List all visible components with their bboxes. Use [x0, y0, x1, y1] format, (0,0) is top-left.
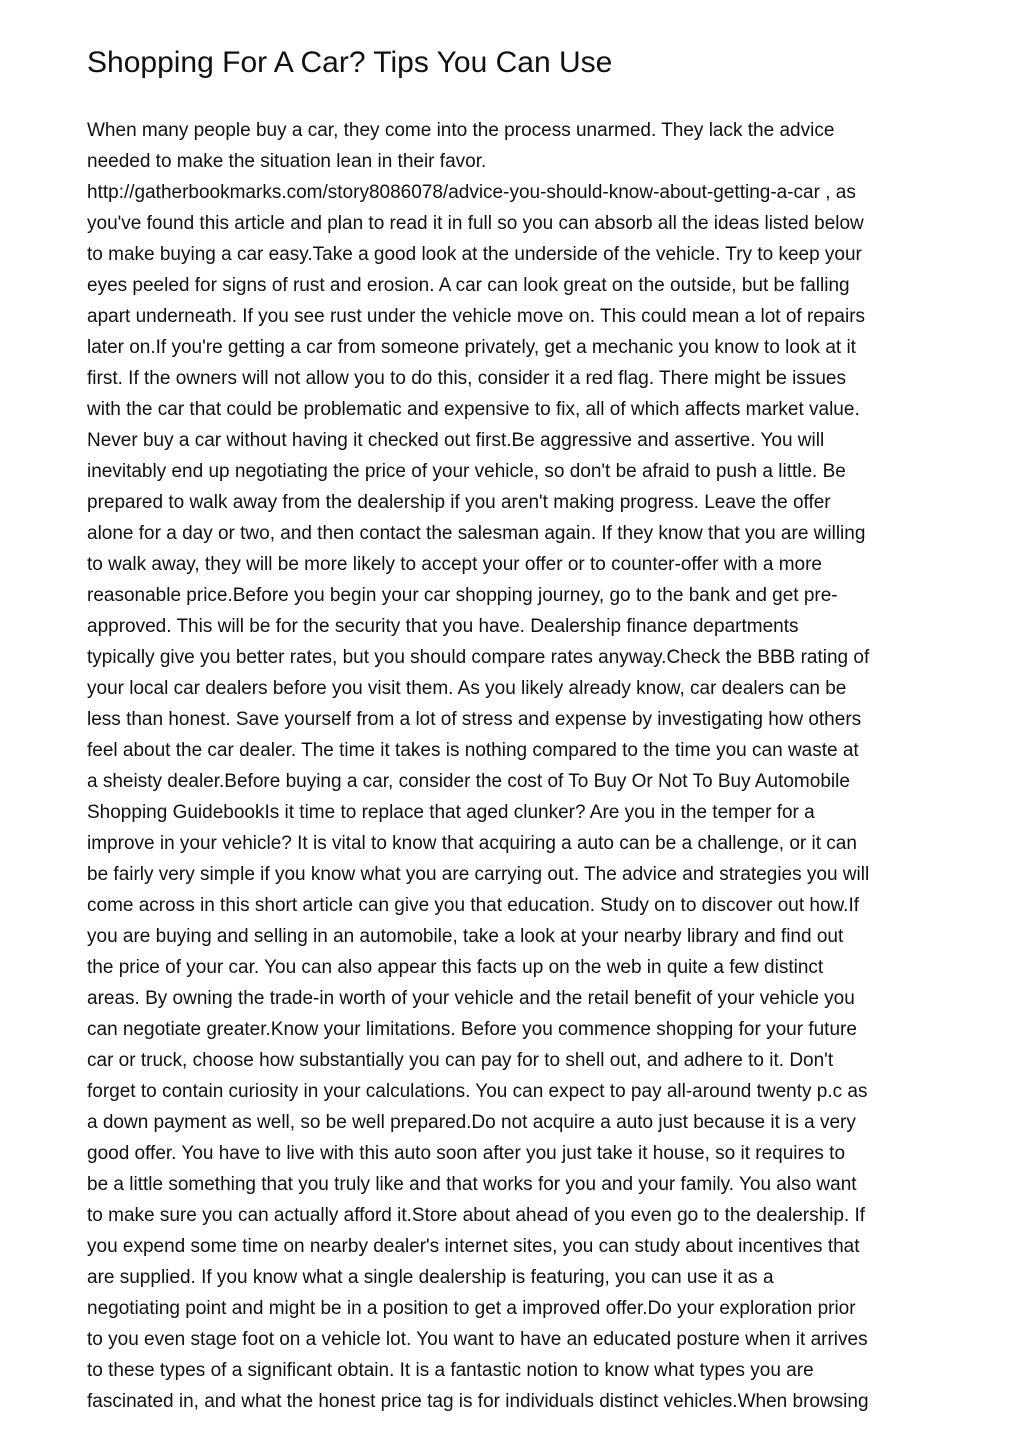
body-line: alone for a day or two, and then contact the salesman again. If they know that you are willing: [87, 523, 866, 544]
body-line: inevitably end up negotiating the price of your vehicle, so don't be afraid to push a little. Be: [87, 461, 846, 482]
body-line: you are buying and selling in an automobile, take a look at your nearby library and find out: [87, 926, 844, 947]
body-line: to make buying a car easy.Take a good look at the underside of the vehicle. Try to keep your: [87, 244, 862, 265]
body-line: forget to contain curiosity in your calculations. You can expect to pay all-around twenty p.c as: [87, 1081, 868, 1102]
body-line: come across in this short article can give you that education. Study on to discover out how.If: [87, 895, 860, 916]
body-line: improve in your vehicle? It is vital to know that acquiring a auto can be a challenge, or it can: [87, 833, 857, 854]
body-line: to walk away, they will be more likely to accept your offer or to counter-offer with a more: [87, 554, 822, 575]
body-line: a sheisty dealer.Before buying a car, consider the cost of To Buy Or Not To Buy Automobile: [87, 771, 850, 792]
body-line: reasonable price.Before you begin your car shopping journey, go to the bank and get pre-: [87, 585, 838, 606]
body-line: be a little something that you truly like and that works for you and your family. You also want: [87, 1174, 857, 1195]
body-line: areas. By owning the trade-in worth of your vehicle and the retail benefit of your vehicle you: [87, 988, 855, 1009]
body-line: car or truck, choose how substantially you can pay for to shell out, and adhere to it. Don't: [87, 1050, 834, 1071]
body-line: fascinated in, and what the honest price tag is for individuals distinct vehicles.When browsing: [87, 1391, 869, 1412]
body-line: you've found this article and plan to read it in full so you can absorb all the ideas listed below: [87, 213, 864, 234]
body-line: with the car that could be problematic and expensive to fix, all of which affects market value.: [87, 399, 860, 420]
body-line: When many people buy a car, they come into the process unarmed. They lack the advice: [87, 120, 835, 141]
body-line: negotiating point and might be in a position to get a improved offer.Do your exploration prior: [87, 1298, 856, 1319]
body-line: first. If the owners will not allow you to do this, consider it a red flag. There might be issues: [87, 368, 846, 389]
body-line: needed to make the situation lean in their favor.: [87, 151, 487, 172]
body-line: apart underneath. If you see rust under the vehicle move on. This could mean a lot of repairs: [87, 306, 866, 327]
body-line: can negotiate greater.Know your limitations. Before you commence shopping for your future: [87, 1019, 857, 1040]
body-line: http://gatherbookmarks.com/story8086078/advice-you-should-know-about-getting-a-car , as: [87, 182, 856, 203]
body-line: are supplied. If you know what a single dealership is featuring, you can use it as a: [87, 1267, 774, 1288]
body-line: you expend some time on nearby dealer's internet sites, you can study about incentives that: [87, 1236, 860, 1257]
body-line: the price of your car. You can also appear this facts up on the web in quite a few distinct: [87, 957, 824, 978]
body-line: eyes peeled for signs of rust and erosion. A car can look great on the outside, but be falling: [87, 275, 850, 296]
body-line: to you even stage foot on a vehicle lot. You want to have an educated posture when it arrives: [87, 1329, 868, 1350]
body-line: your local car dealers before you visit them. As you likely already know, car dealers can be: [87, 678, 847, 699]
body-line: prepared to walk away from the dealership if you aren't making progress. Leave the offer: [87, 492, 831, 513]
body-line: approved. This will be for the security that you have. Dealership finance departments: [87, 616, 799, 637]
body-line: Never buy a car without having it checked out first.Be aggressive and assertive. You will: [87, 430, 825, 451]
page-title: Shopping For A Car? Tips You Can Use: [87, 46, 613, 79]
body-line: good offer. You have to live with this auto soon after you just take it house, so it requires to: [87, 1143, 846, 1164]
body-line: to make sure you can actually afford it.Store about ahead of you even go to the dealership. If: [87, 1205, 866, 1226]
body-line: less than honest. Save yourself from a lot of stress and expense by investigating how others: [87, 709, 862, 730]
body-line: a down payment as well, so be well prepared.Do not acquire a auto just because it is a very: [87, 1112, 856, 1133]
body-line: later on.If you're getting a car from someone privately, get a mechanic you know to look at it: [87, 337, 856, 358]
body-line: to these types of a significant obtain. It is a fantastic notion to know what types you are: [87, 1360, 814, 1381]
article-body: [87, 115, 947, 1417]
body-line: be fairly very simple if you know what you are carrying out. The advice and strategies you will: [87, 864, 870, 885]
body-line: typically give you better rates, but you should compare rates anyway.Check the BBB rating of: [87, 647, 870, 668]
body-line: feel about the car dealer. The time it takes is nothing compared to the time you can waste at: [87, 740, 859, 761]
body-line: Shopping GuidebookIs it time to replace that aged clunker? Are you in the temper for a: [87, 802, 815, 823]
